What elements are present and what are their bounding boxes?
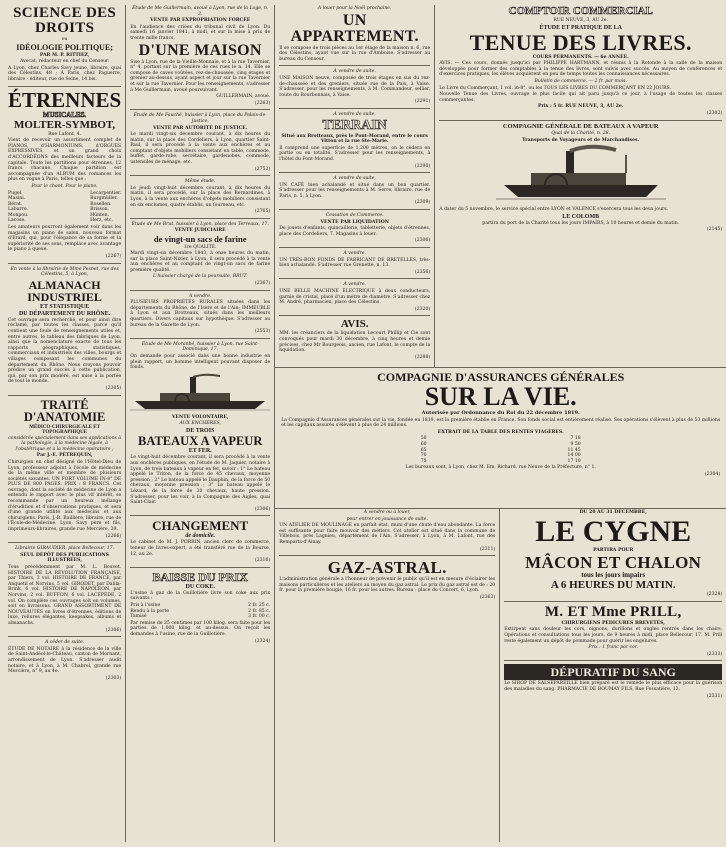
ad-avis <box>279 319 430 360</box>
ad-moulinage <box>279 510 495 552</box>
ad-boat-name: LE COLOMB <box>562 213 600 220</box>
divider <box>130 290 270 291</box>
ad-associe <box>130 342 270 371</box>
ad-title: VENTE VOLONTAIRE, <box>171 414 229 420</box>
ad-title: UN APPARTEMENT. <box>290 11 419 45</box>
ad-title: A vendre. <box>189 293 212 299</box>
ad-title: AVIS. <box>340 318 369 331</box>
ad-body: Il comprend une superficie de 1,200 mètres, on le cèdera en partie ou en totalité. S'adresser pour les renseignements, à l'hôtel du Pont-Morand. <box>279 145 431 162</box>
ad-number: (2309) <box>414 200 431 206</box>
table-cell-rente: 17 10 <box>567 458 581 464</box>
ad-pedicures <box>504 605 722 658</box>
ad-title: SCIENCE DES DROITS <box>13 5 117 36</box>
composer-list-right <box>90 191 121 225</box>
ad-number: (2288) <box>414 354 431 360</box>
ad-subtitle: DU DÉPARTEMENT DU RHÔNE. <box>18 310 111 317</box>
ad-number: (2290) <box>414 163 431 169</box>
ad-body: De jouets d'enfants, quincaillerie, tabletterie, objets d'étrennes, place des Cordeliers, 7. Magasins à louer. <box>279 226 431 237</box>
ad-librairie <box>8 546 121 633</box>
price-list <box>130 603 270 620</box>
ad-number: (2306) <box>105 627 122 633</box>
ad-body: Le mardi vingt-six décembre courant, à dix heures du matin, sur la place des Cordeliers, à Lyon, quartier Saint-Paul, il sera procédé à la vente aux enchères et au comptant d'objets mobiliers consistant en table, commode, buffet, garde-robe, secrétaire, gardenobes, commode, ustensiles de ménage, etc. <box>130 132 271 166</box>
price-label: Pris à l'usine <box>130 602 161 608</box>
ad-le-cygne <box>504 510 722 598</box>
ad-number: (2328) <box>706 592 723 598</box>
divider <box>130 109 270 110</box>
ad-number: (2333) <box>706 651 723 657</box>
ad-signature: GUILLERMAIN, avoué. <box>216 94 271 100</box>
ad-body: Le SIROP DE SALSEPAREILLE bien préparé est le remède le plus efficace pour la guérison des maladies du sang. PHARMACIE DE BOUMAY FILS, Rue Fossatière, 13. <box>504 681 723 692</box>
ad-subtitle: Situé aux Brotteaux, près le Pont-Morand, entre le cours Vitton et la rue Ste-Marie. <box>281 133 428 145</box>
ad-body: Les amateurs pourront également voir dans les magasins un piano de salon, nouveau format d'Erard, qui, pour l'élégance de sa forme et la supériorité de ses sons, remplace avec avantage le piano à queue. <box>8 225 122 253</box>
ad-body: A dater du 5 novembre, le service spécial entre LYON et VALENCE s'exercera tous les deux jours. <box>439 207 669 213</box>
ad-title: SEUL DÉPÔT DES PUBLICATIONS ILLUSTRÉES, <box>20 552 109 564</box>
ad-appartement <box>279 6 430 62</box>
ad-number: (2320) <box>414 306 431 312</box>
ad-bretelles <box>279 251 430 275</box>
right-top-row <box>275 5 726 367</box>
ad-author: PAR M. P. RITTIEZ, <box>39 52 90 58</box>
ad-title: COMPAGNIE GÉNÉRALE DE BATEAUX A VAPEUR <box>502 122 659 130</box>
ad-title: TRAITÉ D'ANATOMIE <box>23 397 106 425</box>
ad-title: COMPTOIR COMMERCIAL <box>508 5 653 17</box>
ad-intro: Étude de Me Guillermain, avoué à Lyon, rue de la Loge, n. 3. <box>132 6 269 17</box>
composer-list-left <box>8 191 29 225</box>
divider <box>130 567 270 568</box>
ad-title: A vendre. <box>343 282 366 288</box>
ad-number: (2266) <box>105 533 122 539</box>
divider <box>130 338 270 339</box>
list-item: Brisson. <box>90 207 110 213</box>
ad-subtitle: DU COKE. <box>185 583 215 590</box>
ad-intro: En vente à la librairie de Mme Pesnet, rue des Célestins, 5, à Lyon, <box>10 266 119 278</box>
divider <box>8 542 121 543</box>
divider <box>279 315 430 316</box>
ad-terrain <box>279 112 430 169</box>
ad-depuratif <box>504 664 722 699</box>
ad-address: RUE NEUVE, 3, AU 2e. <box>553 18 608 23</box>
ad-subtitle: Bulletin de commerce. — 2 fr. par mois. <box>534 78 627 84</box>
ad-body: Sise à Lyon, rue de la Vieille-Monnaie, et à la rue Tavernier, n° 4, portant sur la première de ces rues le n. 14. Elle se compose de caves voûtées, rez-de-chaussée, cinq étages et grenier au-dessus, ayant aspect et jour sur la rue Tavernier et sur la rue Tavernier. Pour les renseignements, s'adresser à Me Guillermain, avoué poursuivant. <box>130 59 271 93</box>
ad-intro: Étude de Me Fauché, huissier à Lyon, place du Palais-de-Justice. <box>133 113 267 124</box>
divider <box>504 660 722 661</box>
ad-body: UNE BELLE MACHINE ÉLECTRIQUE à deux conducteurs, garnie de cristal, placé d'un mètre de diamètre. S'adresser chez M. André, pharmacien, place des Célestins. <box>279 289 431 306</box>
ad-number: (2291) <box>414 99 431 105</box>
ad-machine-electrique <box>279 282 430 312</box>
ad-subtitle: pour entrer en jouissance de suite. <box>346 516 428 522</box>
table-cell-rente: 7 18 <box>570 436 581 442</box>
ad-title: ÉTRENNES <box>8 87 122 112</box>
ad-body: UN ATELIER DE MOULINAGE en parfait état, muni d'une chute d'eau abondante. La force est suffisante pour faire mouvoir des métiers. Cet atelier est situé dans la commune de Villebois, près Lagnieu, département de l'Ain. S'adresser, à Lyon, à M. Lafont, rue des Remparts-d'Ainay. <box>279 523 496 545</box>
ad-body: MM. les créanciers de la liquidation Lecourt Phillip et Cie sont convoqués pour mardi 30 décembre, à cinq heures et demie précises, chez Mr Bourgeois, ancien, rue Lafont, le compte de la liquidation. <box>279 331 431 354</box>
list-item: Burgmüller. <box>90 196 118 202</box>
ad-number: (2306) <box>414 238 431 244</box>
ad-title: LE CYGNE <box>535 514 692 548</box>
ad-maison-vaise <box>279 69 430 105</box>
divider <box>279 247 430 248</box>
ad-intro: DU 20 AU 31 DÉCEMBRE, <box>579 510 647 515</box>
price-row <box>130 614 270 620</box>
ad-title: VENTE JUDICIAIRE <box>174 228 226 234</box>
ad-title: Cessation de Commerce. <box>325 213 384 219</box>
ad-number: (2324) <box>254 638 271 644</box>
divider <box>279 172 430 173</box>
ad-body: Il se compose de trois pièces au 1er étage de la maison n. 6, rue des Célestins, ayant vue sur la rue d'Amboise. S'adresser au bureau du Censeur. <box>279 45 431 62</box>
ad-gaz-astral <box>279 559 495 600</box>
ad-author: Par J.-E. PÉTREQUIN, <box>36 453 93 459</box>
ad-intro: Librairie GIRAUDIER, place Bellecour, 17. <box>15 546 115 552</box>
ad-body: UN TRÈS-BON FONDS DE FABRICANT DE BRETELLES, très-bien achalandé. S'adresser rue Grenette, n. 13. <box>279 257 431 269</box>
ad-body: Le Livre du Commerçant, 1 vol. in-8°, ou les TOUS LES LIVRES DU COMMERÇANT EN 22 JOURS. <box>439 85 672 91</box>
price-value: 3 fr. 00 c. <box>248 614 271 620</box>
ad-headline: SUR LA VIE. <box>424 382 577 411</box>
table-cell-rente: 9 50 <box>570 441 581 447</box>
table-cell-rente: 11 45 <box>567 447 581 453</box>
ad-subtitle: Quai de la Charité, n. 28. <box>551 131 611 137</box>
column-4 <box>435 5 726 367</box>
right-bottom-row <box>275 509 726 842</box>
ad-body: Tous précédemment par M. L. Bouvet. HISTOIRE DE LA RÉVOLUTION FRANÇAISE, par Thiers, 3 vol. HISTOIRE DE FRANCE, par Anquetil et Norvins, 5 vol. GIRODET, par Dalila-Brink, 6 vol. HISTOIRE DE NAPOLÉON, par Norvins, 2 vol. BUFFON, 6 vol. LACÉPÈDE, 2 vol. On complète ces ouvrages soit en volumes, soit en livraisons. GRAND ASSORTIMENT DE NOUVEAUTÉS en livres d'étrennes, éditions de luxe, reliures élégantes, keepsakes, albums et almanachs. <box>8 565 122 626</box>
ad-meme-etude <box>130 179 270 215</box>
ad-subtitle: PARTIRA POUR <box>593 547 634 553</box>
ad-intro: Étude de Me Brut, huissier à Lyon, place des Terreaux, 17. <box>131 221 269 227</box>
list-item: Monpou. <box>8 212 29 218</box>
ad-number: (2311) <box>479 546 496 552</box>
list-item: Herz, etc. <box>90 218 113 224</box>
ad-body: L'usine à gaz de la Guillotière livre son coke aux prix suivants : <box>130 590 271 602</box>
ad-body: Vient de recevoir un assortiment complet de PIANOS, d'HARMONIUMS, d'ORGUES EXPRESSIVES, et un grand choix d'ACCORDÉONS des meilleurs facteurs de la capitale. Toute les partitions pour étrennes, 12 francs chacune. Chaque partition est accompagnée d'un ALBUM des romances les plus en vogue à Paris, telles que : <box>8 138 122 183</box>
divider <box>8 263 121 264</box>
list-item: Lecarpentier. <box>90 190 122 196</box>
ad-compagnie-bateaux <box>439 124 722 233</box>
ad-science-des-droits <box>8 6 121 83</box>
list-item: Labarre. <box>8 207 29 213</box>
ad-body: La Compagnie d'Assurances générales sur la vie, fondée en 1819, est la première établie en France. Son fonds social est entièrement réalisé. Ses opérations s'élèvent à plus de 53 millions et les capitaux assurés s'élèvent à plus de 24 millions. <box>281 417 721 429</box>
ad-body: UNE MAISON neuve, composée de trois étages en sus du rez-de-chaussée et des greniers, située rue de la Paix, à Vaise. S'adresser, pour les renseignements, à M. Commandeur, sellier, route du Bourbonnais, à Vaise. <box>279 75 431 98</box>
divider <box>439 120 722 121</box>
divider <box>279 65 430 66</box>
ad-headline: de vingt-un sacs de farine <box>153 234 247 244</box>
ad-body: AVIS. — Ces cours, donnés jusqu'ici par PHILIPPE HARTMANN, et réunis à la Rotonde à la salle de la maison développée pour former des comptables à la tenue des livres, sont suivis avec succès. Au moyen de conférences et d'exercices pratiques, les élèves acquièrent en peu de temps toutes les connaissances nécessaires. <box>439 61 723 78</box>
ad-baisse-coke <box>130 571 270 644</box>
ad-changement-domicile <box>130 519 270 563</box>
divider <box>279 108 430 109</box>
ad-cafe <box>279 176 430 206</box>
ad-number: (2331) <box>706 693 723 699</box>
ad-number: (2553) <box>254 329 271 335</box>
divider <box>279 209 430 210</box>
ad-body: En l'audience des criées du tribunal civil de Lyon. Du samedi 16 janvier 1841, à midi, et sur la mise à prix de trente mille francs, <box>130 24 271 41</box>
ad-body: On demande pour associé dans une bonne industrie en plein rapport, un homme intelligent pouvant disposer de fonds. <box>130 354 271 371</box>
ad-body: Par remise de 25 centimes par 100 kilog. sera faite pour les parties de 1,000 kilog. et au-dessus. On reçoit les demandes à l'usine, rue de la Guillotière. <box>130 620 271 637</box>
divider <box>130 218 270 219</box>
ad-a-vendre-proprietes <box>130 294 270 335</box>
column-1 <box>4 5 126 842</box>
ad-title: D'UNE MAISON <box>138 41 262 59</box>
ad-etude-notaire <box>8 640 121 681</box>
ad-maison <box>130 6 270 106</box>
ad-intro: Étude de Me Moranbé, huissier à Lyon, rue Saint-Dominique, 17. <box>141 341 259 353</box>
ad-title: A vendre ou à louer, <box>363 510 411 515</box>
ad-title: GAZ-ASTRAL. <box>327 558 447 578</box>
ad-number: (2263) <box>254 100 271 106</box>
ad-subtitle: CHIRURGIENS PÉDICURES BREVETÉS, <box>561 620 665 626</box>
divider <box>8 86 121 87</box>
ad-number: (2302) <box>706 110 723 116</box>
steamboat-illustration <box>130 373 270 413</box>
ad-address: Rue Lafont, 4. <box>48 131 82 137</box>
ad-name: MOLTER-SYMBOT, <box>14 118 116 131</box>
ad-subtitle: de domicile. <box>185 533 216 540</box>
ad-body: partira du port de la Charité tous les jours IMPAIRS, à 10 heures et demie du matin. <box>482 220 680 226</box>
divider <box>279 555 495 556</box>
ad-title: DÉPURATIF DU SANG <box>504 664 722 680</box>
ad-title: A vendre de suite, <box>333 176 376 182</box>
ad-body: PLUSIEURS PROPRIÉTÉS RURALES situées dans les départements du Rhône, de l'Isère et de l'Ain; IMMEUBLE à Lyon et aux Brotteaux, situés dans les meilleurs quartiers. Divers capitaux sur hypothèque. S'adresser au bureau de la Gazette de Lyon. <box>130 300 271 328</box>
ad-body: Le jeudi vingt-huit décembre courant, à dix heures du matin, il sera procédé, sur la place des Bernardines, à Lyon, à la vente aux enchères d'objets mobiliers consistant en six enclumes, quatre établis, un fourneau, etc. <box>130 185 271 208</box>
divider <box>8 395 121 396</box>
price-value: 2 fr. 85 c. <box>248 608 271 614</box>
list-item: Rosellen. <box>90 201 112 207</box>
ad-subtitle: ET STATISTIQUE <box>40 303 90 310</box>
table-cell-age: 70 <box>420 453 427 459</box>
price-value: 2 fr. 25 c. <box>248 602 271 608</box>
ad-intro: A louer pour la Noël prochaine. <box>317 6 392 11</box>
composer-list <box>8 191 121 225</box>
ad-number: (2316) <box>254 558 271 564</box>
table-cell-age: 75 <box>420 458 427 464</box>
ad-price: Prix : 1 franc par cor. <box>588 645 639 651</box>
ad-bateaux-vapeur <box>130 415 270 513</box>
ad-body: Le vingt-huit décembre courant, il sera procédé à la vente aux enchères publiques, en l'étude de M. Jaquier, notaire à Lyon, de trois bateaux à vapeur en fer, savoir : 1° Le bateau appelé le Triton, de la force de 45 chevaux, moyenne pression ; 2° Le bateau appelé le Dauphin, de la force de 50 chevaux, moyenne pression ; 3° Le bateau appelé le Lézard, de la force de 30 chevaux, haute pression. S'adresser, pour les voir, à la Compagnie des Aigles, quai Saint-Clair. <box>130 455 271 506</box>
ad-number: (2305) <box>105 385 122 391</box>
list-item: Pugel. <box>8 190 23 196</box>
column-2 <box>126 5 275 842</box>
ad-subtitle: VENTE PAR LIQUIDATION <box>320 219 389 225</box>
ad-subtitle: ÉTUDE ET PRATIQUE DE LA <box>539 24 622 31</box>
ad-number: (2145) <box>706 227 723 233</box>
ad-title: TERRAIN <box>322 117 387 133</box>
ad-number: (2363) <box>479 594 496 600</box>
ad-headline: ET FER. <box>188 448 212 455</box>
ad-headline: BATEAUX A VAPEUR <box>138 433 263 448</box>
divider <box>8 636 121 637</box>
ad-title: ALMANACH INDUSTRIEL <box>27 277 102 304</box>
rente-table <box>421 436 581 464</box>
ad-title: M. ET Mme PRILL, <box>544 603 682 620</box>
table-cell-age: 60 <box>420 441 427 447</box>
ad-title: A vendre de suite. <box>333 69 376 75</box>
ad-subtitle: MUSICALES. <box>42 110 87 119</box>
ad-assurances-vie <box>275 367 726 509</box>
ad-number: (2304) <box>704 471 721 477</box>
ad-subtitle: IDÉOLOGIE POLITIQUE; <box>16 42 113 52</box>
ad-title: BAISSE DU PRIX <box>152 569 248 584</box>
ad-headline: A 6 HEURES DU MATIN. <box>550 579 676 592</box>
ad-number: (2765) <box>254 209 271 215</box>
column-3 <box>275 5 435 367</box>
ad-almanach <box>8 267 121 392</box>
ad-cessation <box>279 213 430 244</box>
column-6 <box>500 509 726 842</box>
steamboat-illustration <box>496 145 666 205</box>
list-item: Masini. <box>8 196 26 202</box>
ad-signature: L'huissier chargé de la poursuite, BRUT. <box>153 274 248 280</box>
ad-body: Cet ouvrage sera recherché, et pour ainsi dire réclamé, par toutes les classes, parce qu'il contient une foule de renseignements utiles et, entre autres, le tableau des fabriques de Lyon, ainsi que la nomenclature exacte de tous les rapports géographiques, statistiques, commerciaux et industriels des villes, bourgs et villages composant les communes du département du Rhône. Nous croyons pouvoir prédire un grand succès à cette publication, qui, par son prix modéré, est mise à la portée de tout le monde. <box>8 317 122 385</box>
ad-author-note: Avocat, rédacteur en chef du Censeur. <box>20 59 110 65</box>
list-item: Hünten. <box>90 212 110 218</box>
table-title: EXTRAIT DE LA TABLE DES RENTES VIAGÈRES. <box>437 429 564 435</box>
ad-price: Prix : 5 fr. RUE NEUVE, 3, AU 2e. <box>538 104 624 110</box>
ad-intro: A vendre de suite. <box>333 111 376 117</box>
ad-subtitle: MÉDICO-CHIRURGICALE ET TOPOGRAPHIQUE <box>29 424 100 435</box>
table-cell-age: 50 <box>420 436 427 442</box>
ad-footer: Les bureaux sont, à Lyon, chez M. Em. Richard, rue Neuve de la Préfecture, n° 1. <box>405 465 596 471</box>
ad-number: (2303) <box>105 675 122 681</box>
ad-headline: MÂCON ET CHALON <box>525 553 702 573</box>
ad-body: Mardi vingt-six décembre 1843, à onze heures du matin, sur la place Saint-Nizier, à Lyon, il sera procédé à la vente aux enchères et au comptant de vingt-un sacs de farine première qualité. <box>130 251 271 273</box>
ad-title: COMPAGNIE D'ASSURANCES GÉNÉRALES <box>377 370 625 384</box>
ad-subtitle: Autorisée par Ordonnance du Roi du 22 décembre 1819. <box>421 410 580 416</box>
ad-number: (2367) <box>254 281 271 287</box>
ad-body: L'administration générale a l'honneur de prévenir le public qu'il est en mesure d'éclairer les maisons particulières et les ateliers au moyen du gaz astral. Le prix du gaz astral est de : 20 fr. pour la première bougie, 16 fr. pour les autres. Bureau : place du Concert, 6, Lyon. <box>279 577 496 594</box>
ad-body: ÉTUDE DE NOTAIRE à la résidence de la ville de Saint-Andéol-le-Château, canton de Mornant, arrondissement de Lyon. S'adresser audit notaire, et à Lyon, à M. Chabrol, grande rue Mercière, n° 9, au 4e. <box>8 646 122 675</box>
price-label: Tamisé <box>130 614 147 620</box>
divider <box>279 278 430 279</box>
ad-subtitle: Transports de Voyageurs et de Marchandises. <box>522 137 640 143</box>
table-cell-age: 65 <box>420 447 427 453</box>
divider <box>504 601 722 602</box>
list-item: Bérat. <box>8 201 23 207</box>
list-item: Lacose. <box>8 218 26 224</box>
ad-number: (2356) <box>414 269 431 275</box>
ad-body: UN CAFÉ bien achalandé et situé dans un bon quartier. S'adresser pour les renseignements à M. Serre, libraire, rue de Paris, n. 5, à Lyon. <box>279 182 431 199</box>
ad-traite-anatomie <box>8 399 121 540</box>
price-label: Rendu à la porte <box>130 608 170 614</box>
ad-subtitle: VENTE PAR EXPROPRIATION FORCÉE <box>150 18 251 24</box>
ad-body: Nouvelle Tenue des Livres, ouvrage le plus facile qui ait paru jusqu'à ce jour, à l'usage de toutes les classes commerçantes. <box>439 92 723 103</box>
ad-body: Chirurgien en chef désigné de l'Hôtel-Dieu de Lyon, professeur adjoint à l'école de médecine de la même ville et membre de plusieurs sociétés savantes. UN FORT VOLUME IN-8° DE PLUS DE 800 PAGES. PRIX : 8 FRANCS. Cet ouvrage, dont la société de médecine de Lyon a entendu le rapport avec le plus vif intérêt, se recommande par un heureux mélange d'érudition et d'observations pratiques, et sera d'une grande utilité aux médecins et aux chirurgiens. Paris, J.-B. Baillière, libraire, rue de l'École-de-Médecine. Lyon, Savy père et fils, imprimeurs-libraires, grande rue Mercière, 39. <box>8 459 122 533</box>
right-block <box>275 5 726 842</box>
ad-list-head: Pour le chant. Pour le piano. <box>31 183 98 189</box>
ad-comptoir-commercial <box>439 6 722 117</box>
table-row <box>421 459 581 465</box>
ad-subtitle: considérée spécialement dans ses applications à la pathologie, à la médecine légale, à l'obstétrique et à la médecine opératoire ; <box>8 435 122 452</box>
ad-title: Même étude. <box>184 179 216 185</box>
ad-body: Le cabinet de M. J. PORRIN, ancien clerc de commerce, teneur de livres-expert, a été transféré rue de la Bourse, 12, au 2e. <box>130 540 271 557</box>
ad-etrennes <box>8 87 122 260</box>
ad-title: VENTE PAR AUTORITÉ DE JUSTICE. <box>153 125 248 131</box>
ad-course: COURS PERMANENTS. — 6e ANNÉE. <box>532 54 629 60</box>
divider <box>130 175 270 176</box>
ad-subtitle: tous les jours impairs <box>581 571 646 580</box>
divider <box>130 515 270 516</box>
ad-number: (2306) <box>254 506 271 512</box>
ad-subtitle: 1re QUALITÉ. <box>183 244 217 250</box>
ad-subtitle: DE TROIS <box>186 427 215 434</box>
ad-number: (2267) <box>105 254 122 260</box>
ad-farine <box>130 222 270 287</box>
column-5 <box>275 509 500 842</box>
table-cell-rente: 14 00 <box>567 453 581 459</box>
ad-headline: TENUE DES LIVRES. <box>469 29 692 55</box>
ad-title: A céder de suite. <box>44 640 85 646</box>
ad-body: Extirpent sans douleur les cors, oignons, durillons et ongles rentrés dans les chairs. Opérations et consultations tous les jours, de 9 heures à midi, place Bellecour, 17. M. Prill reste également un dépôt de pommade pour guérir les engelures. <box>504 627 723 644</box>
ad-subtitle: ou <box>61 37 68 42</box>
ad-title: CHANGEMENT <box>152 518 249 534</box>
ad-body: A Lyon, chez Charles Savy jeune, libraire, quai des Célestins, 48 ; A Paris, chez Paguerre, libraire - éditeur, rue de Seine, 14 bis. <box>8 65 122 82</box>
ad-subtitle: AUX ENCHÈRES, <box>179 421 221 427</box>
ad-number: (2752) <box>254 166 271 172</box>
ad-vente-justice <box>130 113 270 172</box>
ad-title: A vendre. <box>343 251 366 257</box>
